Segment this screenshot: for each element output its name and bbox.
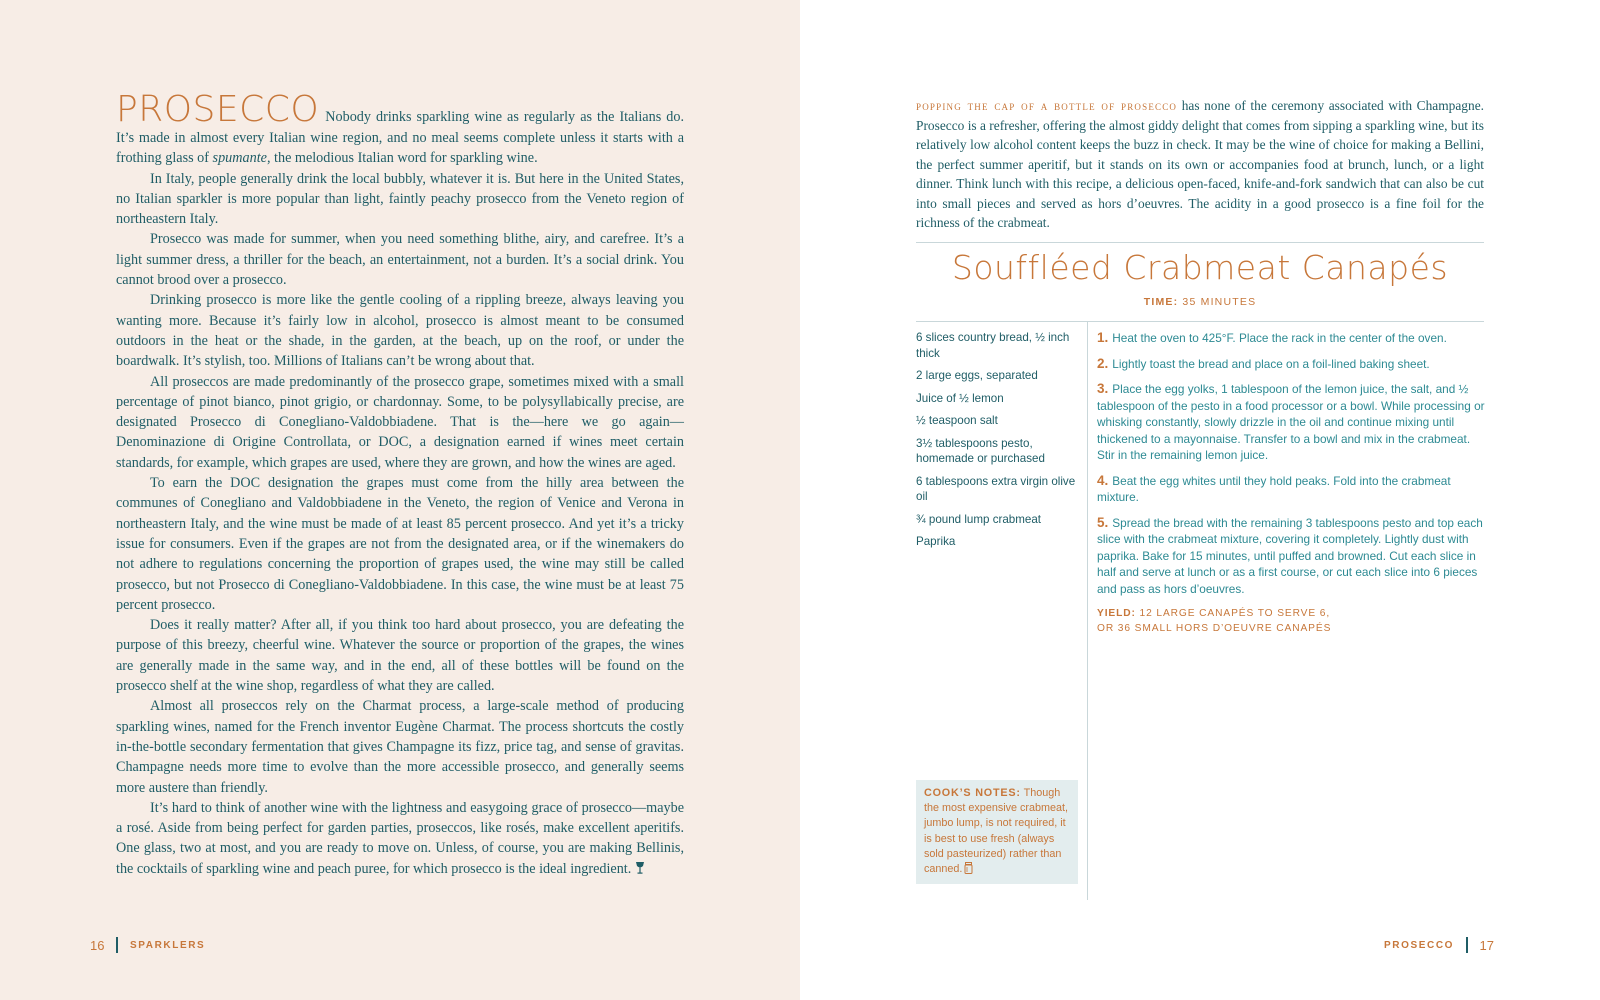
yield-label: YIELD: (1097, 608, 1136, 619)
chapter-title: PROSECCO (116, 89, 320, 130)
step-text: Lightly toast the bread and place on a foil-lined baking sheet. (1112, 356, 1430, 371)
step (1097, 381, 1485, 464)
essay-paragraph: Prosecco was made for summer, when you need something blithe, airy, and carefree. It’s a light summer dress, a thriller for the beach, an entertainment, not a burden. It’s a social drink. You cannot brood over a prosecco. (116, 231, 684, 289)
intro-paragraph (916, 96, 1484, 233)
essay-paragraph: All proseccos are made predominantly of the prosecco grape, sometimes mixed with a small percentage of pinot bianco, pinot grigio, or chardonnay. Some, to be polysyllabically precise, are designated Prosecco di Conegliano-Valdobbiadene. That is the—here we go again—Denominazione di Origine Controllata, or DOC, a designation earned if wines meet certain standards, for example, which grapes are used, where they are grown, and how the wines are aged. (116, 373, 684, 471)
folio-divider (1466, 937, 1468, 953)
page-number: 16 (90, 937, 105, 953)
essay (116, 89, 684, 879)
step (1097, 515, 1485, 598)
yield-line: 12 LARGE CANAPÉS TO SERVE 6, (1139, 608, 1331, 619)
right-page (800, 0, 1600, 1000)
recipe-yield (1097, 606, 1485, 636)
essay-paragraph: Does it really matter? After all, if you think too hard about prosecco, you are defeating the purpose of this breezy, cheerful wine. Whatever the source or proportion of the grapes, the wines are generally made in the same way, and in the end, all of these bottles will be found on the prosecco shelf at the wine shop, regardless of what they are called. (116, 617, 684, 695)
essay-paragraph: Almost all proseccos rely on the Charmat process, a large-scale method of producing sparkling wines, named for the French inventor Eugène Charmat. The process shortcuts the costly in-the-bottle secondary fermentation that gives Champagne its fizz, price tag, and sense of gravitas. Champagne needs more time to evolve than the more accessible prosecco, and generally seems more austere than friendly. (116, 698, 684, 796)
folio-right (1384, 937, 1494, 953)
step-text: Place the egg yolks, 1 tablespoon of the lemon juice, the salt, and ½ tablespoon of the pesto in a food processor or a bowl. While processing or whisking constantly, slowly drizzle in the oil and continue mixing until thickened to a mayonnaise. Transfer to a bowl and mix in the crabmeat. Stir in the remaining lemon juice. (1097, 382, 1485, 462)
folio-divider (116, 937, 118, 953)
ingredient: 6 tablespoons extra virgin olive oil (916, 474, 1076, 503)
step-number: 3. (1097, 381, 1109, 396)
ingredients-list (916, 330, 1078, 557)
essay-italic: spumante (212, 150, 267, 167)
ingredient: 6 slices country bread, ½ inch thick (916, 331, 1070, 360)
step-text: Spread the bread with the remaining 3 tablespoons pesto and top each slice with the crabmeat mixture, covering it completely. Lightly dust with paprika. Bake for 15 minutes, until puffed and browned. Cut each slice in half and serve at lunch or as a first course, or cut each slice into 6 pieces and pass as hors d’oeuvres. (1097, 515, 1483, 596)
intro-lead: popping the cap of a bottle of prosecco (916, 98, 1178, 113)
time-label: TIME: (1143, 296, 1179, 308)
ingredient: ¾ pound lump crabmeat (916, 512, 1042, 526)
essay-paragraph (116, 798, 684, 879)
step (1097, 356, 1485, 373)
cooks-notes-text: Though the most expensive crabmeat, jumbo lump, is not required, it is best to use fresh (always sold pasteurized) rather than canned. (924, 787, 1069, 876)
essay-paragraph: In Italy, people generally drink the local bubbly, whatever it is. But here in the United States, no Italian sparkler is more popular than light, faintly peachy prosecco from the Veneto region of northeastern Italy. (116, 170, 684, 228)
yield-line: OR 36 SMALL HORS D’OEUVRE CANAPÉS (1097, 623, 1332, 634)
jar-icon (964, 862, 973, 874)
step-text: Beat the egg whites until they hold peaks. Fold into the crabmeat mixture. (1097, 473, 1451, 504)
step-number: 1. (1097, 330, 1109, 345)
step-number: 5. (1097, 514, 1109, 530)
cooks-notes-box (916, 780, 1078, 884)
ingredient: Juice of ½ lemon (916, 391, 1004, 405)
running-head: SPARKLERS (129, 939, 206, 951)
intro-text: has none of the ceremony associated with Champagne. Prosecco is a refresher, offering the almost giddy delight that comes from sipping a sparkling wine, but its relatively low alcohol content keeps the buzz in check. It may be the wine of choice for making a Bellini, the perfect summer aperitif, but it stands on its own or accompanies food at brunch, lunch, or a light dinner. Think lunch with this recipe, a delicious open-faced, knife-and-fork sandwich that can also be cut into small pieces and served as hors d’oeuvres. The acidity in a good prosecco is a fine foil for the richness of the crabmeat. (916, 98, 1484, 230)
step-number: 4. (1097, 472, 1109, 488)
essay-text: Nobody drinks sparkling wine as regularly as the Italians do. It’s made in almost every Italian wine region, and no meal seems complete unless it starts with a frothing glass of (116, 109, 684, 167)
essay-text: It’s hard to think of another wine with the lightness and easygoing grace of prosecco—maybe a rosé. Aside from being perfect for garden parties, proseccos, like rosés, make excellent aperitifs. One glass, two at most, and you are ready to move on. Unless, of course, you are making Bellinis, the cocktails of sparkling wine and peach puree, for which prosecco is the ideal ingredient. (116, 799, 684, 877)
method-steps (1097, 330, 1485, 636)
cooks-notes-label: COOK’S NOTES: (924, 787, 1021, 799)
recipe-time (916, 296, 1484, 308)
time-value: 35 MINUTES (1182, 296, 1257, 308)
ingredient: 2 large eggs, separated (916, 369, 1038, 382)
folio-left (90, 937, 205, 953)
divider-rule (916, 321, 1484, 322)
wine-glass-icon (635, 861, 645, 875)
running-head: PROSECCO (1383, 939, 1455, 951)
ingredient: Paprika (916, 535, 956, 548)
step (1097, 330, 1485, 347)
step-number: 2. (1097, 355, 1109, 371)
step-text: Heat the oven to 425°F. Place the rack in the center of the oven. (1112, 331, 1447, 345)
page-number: 17 (1479, 937, 1494, 953)
essay-paragraph: Drinking prosecco is more like the gentle cooling of a rippling breeze, always leaving you wanting more. Because it’s fairly low in alcohol, prosecco is almost meant to be consumed outdoors in the heat or the shade, in the garden, at the beach, up on the roof, or under the boardwalk. It’s stylish, too. Millions of Italians can’t be wrong about that. (116, 292, 684, 370)
column-divider (1087, 322, 1088, 900)
ingredient: 3½ tablespoons pesto, homemade or purchased (916, 436, 1045, 465)
ingredient: ½ teaspoon salt (916, 414, 998, 427)
essay-text: , the melodious Italian word for sparkling wine. (266, 150, 538, 167)
step (1097, 473, 1485, 506)
recipe-intro (916, 96, 1484, 233)
divider-rule (916, 242, 1484, 243)
recipe-title: Souffléed Crabmeat Canapés (951, 248, 1449, 287)
essay-paragraph: To earn the DOC designation the grapes must come from the hilly area between the communes of Conegliano and Valdobbiadene in the Veneto, the region of Venice and Verona in northeastern Italy, and the wine must be made of at least 85 percent prosecco. And yet it’s a tricky issue for consumers. Even if the grapes are not from the designated area, or if the winemakers do not adhere to regulations concerning the proportion of grapes used, the wine may still be called prosecco, but not Prosecco di Conegliano-Valdobbiadene. In this case, the wine must be at least 75 percent prosecco. (116, 475, 684, 613)
essay-paragraph (116, 89, 684, 169)
